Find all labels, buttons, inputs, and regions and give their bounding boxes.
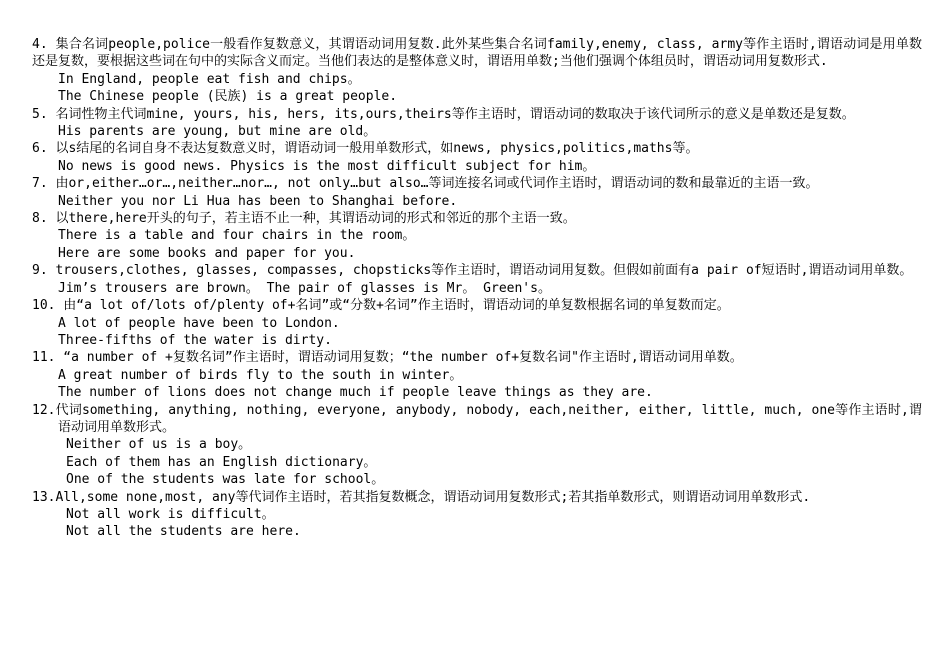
rule-11: 11. “a number of +复数名词”作主语时，谓语动词用复数；“the number of+复数名词"作主语时,谓语动词用单数。 bbox=[32, 350, 743, 366]
example-sentence: No news is good news. Physics is the most difficult subject for him。 bbox=[58, 158, 596, 174]
rule-6: 6. 以s结尾的名词自身不表达复数意义时，谓语动词一般用单数形式，如news, physics,politics,maths等。 bbox=[32, 141, 699, 157]
rule-4: 4. 集合名词people,police一般看作复数意义，其谓语动词用复数.此外某些集合名词family,enemy, class, army等作主语时,谓语动词是用单数还是复数，要根据这些词在句中的实际含义而定。当他们表达的是整体意义时，谓语用单数;当他们强调个体组员时，谓语动词用复数形式. bbox=[32, 37, 922, 70]
example-sentence: In England, people eat fish and chips。 bbox=[58, 71, 361, 87]
rule-12: 12.代词something, anything, nothing, everyone, anybody, nobody, each,neither, either, little, much, one等作主语时,谓语动词用单数形式。 bbox=[32, 402, 922, 435]
example-sentence: Each of them has an English dictionary。 bbox=[66, 454, 377, 470]
example-sentence: Three-fifths of the water is dirty. bbox=[58, 332, 332, 348]
example-sentence: Here are some books and paper for you. bbox=[58, 245, 356, 261]
rule-10: 10. 由“a lot of/lots of/plenty of+名词”或“分数+名词”作主语时，谓语动词的单复数根据名词的单复数而定。 bbox=[32, 298, 730, 314]
rule-13: 13.All,some none,most, any等代词作主语时，若其指复数概念，谓语动词用复数形式;若其指单数形式，则谓语动词用单数形式. bbox=[32, 489, 811, 505]
rule-8: 8. 以there,here开头的句子，若主语不止一种，其谓语动词的形式和邻近的那个主语一致。 bbox=[32, 211, 576, 227]
document-body bbox=[32, 36, 922, 541]
rule-7: 7. 由or,either…or…,neither…nor…, not only…but also…等词连接名词或代词作主语时，谓语动词的数和最靠近的主语一致。 bbox=[32, 176, 819, 192]
example-sentence: Jim’s trousers are brown。 The pair of glasses is Mr。 Green's。 bbox=[58, 280, 551, 296]
example-sentence: One of the students was late for school。 bbox=[66, 472, 385, 488]
rule-9: 9. trousers,clothes, glasses, compasses, chopsticks等作主语时，谓语动词用复数。但假如前面有a pair of短语时,谓语动词用单数。 bbox=[32, 263, 913, 279]
example-sentence: Not all work is difficult。 bbox=[66, 506, 275, 522]
example-sentence: A lot of people have been to London. bbox=[58, 315, 340, 331]
example-sentence: There is a table and four chairs in the room。 bbox=[58, 228, 416, 244]
example-sentence: Not all the students are here. bbox=[66, 524, 301, 540]
example-sentence: Neither of us is a boy。 bbox=[66, 437, 252, 453]
example-sentence: The Chinese people (民族) is a great people. bbox=[58, 89, 398, 105]
example-sentence: Neither you nor Li Hua has been to Shanghai before. bbox=[58, 193, 458, 209]
rule-5: 5. 名词性物主代词mine, yours, his, hers, its,ours,theirs等作主语时，谓语动词的数取决于该代词所示的意义是单数还是复数。 bbox=[32, 106, 855, 122]
example-sentence: His parents are young, but mine are old。 bbox=[58, 124, 377, 140]
example-sentence: The number of lions does not change much if people leave things as they are. bbox=[58, 385, 653, 401]
example-sentence: A great number of birds fly to the south in winter。 bbox=[58, 367, 463, 383]
